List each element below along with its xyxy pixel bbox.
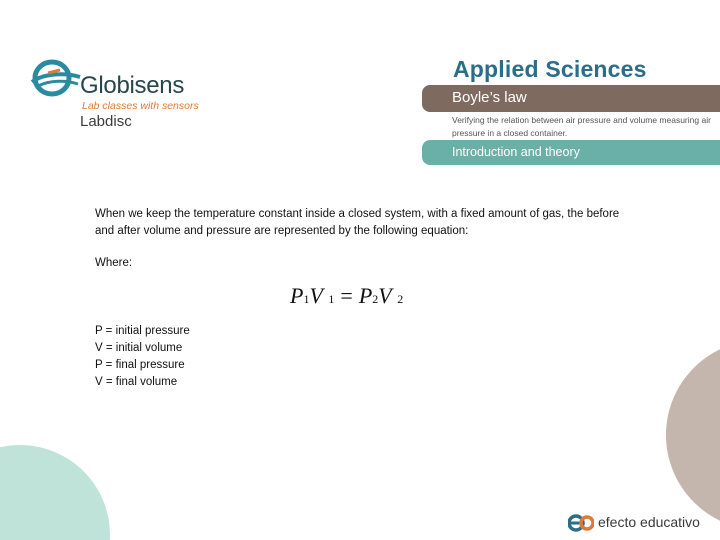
globisens-logo	[28, 58, 208, 138]
logo-product: Labdisc	[80, 113, 132, 130]
eq-sub-2b: 2	[397, 292, 404, 306]
eq-v2: V	[378, 283, 392, 308]
decorative-circle-teal	[0, 445, 110, 540]
experiment-title: Boyle’s law	[452, 89, 527, 106]
decorative-circle-taupe	[666, 340, 720, 530]
eq-sub-1b: 1	[328, 292, 335, 306]
eq-p2: P	[358, 283, 373, 308]
footer-brand: efecto educativo	[598, 514, 700, 530]
boyle-equation	[290, 283, 403, 309]
experiment-subtitle: Verifying the relation between air pressure and volume measuring air pressure in a closed container.	[452, 115, 711, 138]
eq-p1: P	[290, 283, 304, 308]
eq-sub-1a: 1	[303, 292, 310, 306]
section-bar	[422, 140, 720, 165]
efecto-educativo-icon	[568, 511, 594, 533]
logo-tagline: Lab classes with sensors	[82, 100, 199, 112]
definitions-list	[95, 323, 190, 391]
definition-item: V = final volume	[95, 376, 178, 388]
eq-sub-2a: 2	[372, 292, 379, 306]
definition-item: P = final pressure	[95, 359, 185, 371]
efecto-educativo-logo	[568, 511, 718, 535]
eq-v1: V	[309, 283, 323, 308]
globe-orbit-icon	[28, 58, 84, 108]
definition-item: V = initial volume	[95, 342, 183, 354]
eq-equals: =	[340, 283, 353, 308]
section-title: Introduction and theory	[452, 145, 580, 159]
definition-item: P = initial pressure	[95, 325, 190, 337]
where-label: Where:	[95, 257, 133, 269]
experiment-title-bar	[422, 85, 720, 112]
logo-brand: Globisens	[80, 72, 185, 99]
category-title: Applied Sciences	[453, 56, 647, 82]
intro-paragraph: When we keep the temperature constant inside a closed system, with a fixed amount of gas, the before and after volume and pressure are represented by the following equation:	[95, 208, 620, 237]
